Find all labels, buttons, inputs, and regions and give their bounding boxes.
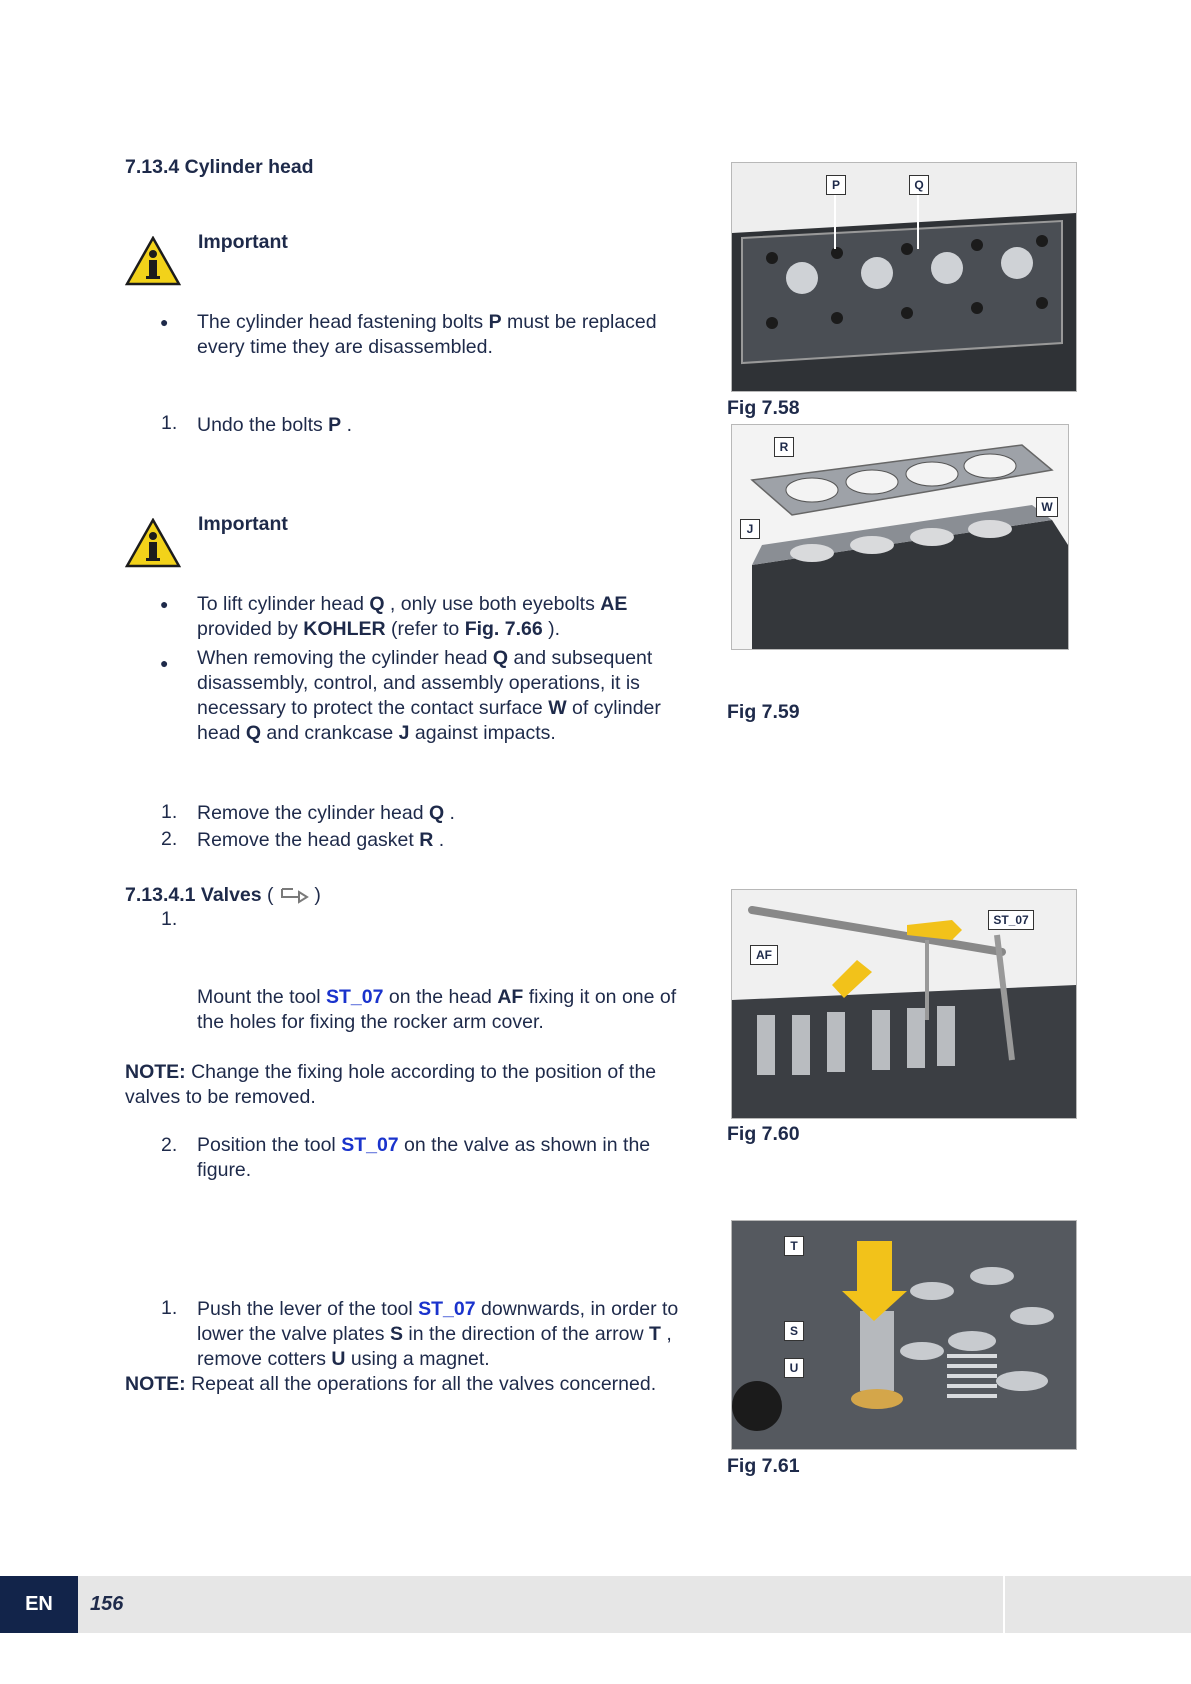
subsection-title [125,883,321,911]
figure-callout: Q [909,175,929,195]
bullet-dot: ● [160,655,169,671]
step-number: 1. [161,1297,178,1319]
figure-caption: Fig 7.59 [727,701,800,723]
important-warning-icon [125,518,181,575]
step-text: Position the tool ST_07 on the valve as shown in the figure. [197,1134,651,1181]
paren-close: ) [314,884,321,906]
paren-open: ( [267,884,274,906]
section-title: 7.13.4 Cylinder head [125,156,314,178]
important-label: Important [198,231,288,253]
figure-callout: S [784,1321,804,1341]
figure-callout: W [1036,497,1058,517]
bullet-text: To lift cylinder head Q , only use both eyebolts AE provided by KOHLER (refer to Fig. 7.66 ). [197,593,628,640]
step-number: 2. [161,1134,178,1156]
step-text: Mount the tool ST_07 on the head AF fixing it on one of the holes for fixing the rocker arm cover. [197,986,677,1033]
figure-caption: Fig 7.60 [727,1123,800,1145]
step-number: 2. [161,828,178,850]
figure-callout: R [774,437,794,457]
important-label: Important [198,513,288,535]
figure-callout: P [826,175,846,195]
figure-callout: AF [750,945,778,965]
figure-callout: ST_07 [988,910,1034,930]
figure-callout: J [740,519,760,539]
subsection-title-text: 7.13.4.1 Valves [125,884,262,906]
removal-arrow-icon [279,886,309,911]
step-text: Push the lever of the tool ST_07 downwards, in order to lower the valve plates S in the direction of the arrow T , remove cotters U using a magnet. [197,1298,679,1370]
figure-tool-mounting [731,889,1077,1119]
figure-caption: Fig 7.58 [727,397,800,419]
figure-valve-cotters [731,1220,1077,1450]
bullet-text: The cylinder head fastening bolts P must be replaced every time they are disassembled. [197,311,657,358]
page-number: 156 [90,1593,124,1615]
important-warning-icon [125,236,181,293]
figure-callout: T [784,1236,804,1256]
footer-divider [1003,1576,1005,1633]
page-footer [0,1576,1191,1633]
note: NOTE: Repeat all the operations for all the valves concerned. [125,1373,657,1395]
figure-caption: Fig 7.61 [727,1455,800,1477]
step-text: Undo the bolts P . [197,414,353,436]
step-text: Remove the cylinder head Q . [197,802,455,824]
figure-cylinder-head-bolts [731,162,1077,392]
bullet-dot: ● [160,596,169,612]
step-number: 1. [161,801,178,823]
figure-callout: U [784,1358,804,1378]
language-badge: EN [0,1576,78,1633]
figure-head-gasket [731,424,1069,650]
step-number: 1. [161,908,178,930]
note: NOTE: Change the fixing hole according to the position of the valves to be removed. [125,1061,657,1108]
step-text: Remove the head gasket R . [197,829,445,851]
bullet-dot: ● [160,314,169,330]
step-number: 1. [161,412,178,434]
bullet-text: When removing the cylinder head Q and subsequent disassembly, control, and assembly operations, it is necessary to protect the contact surface W of cylinder head Q and crankcase J against impacts. [197,647,661,744]
